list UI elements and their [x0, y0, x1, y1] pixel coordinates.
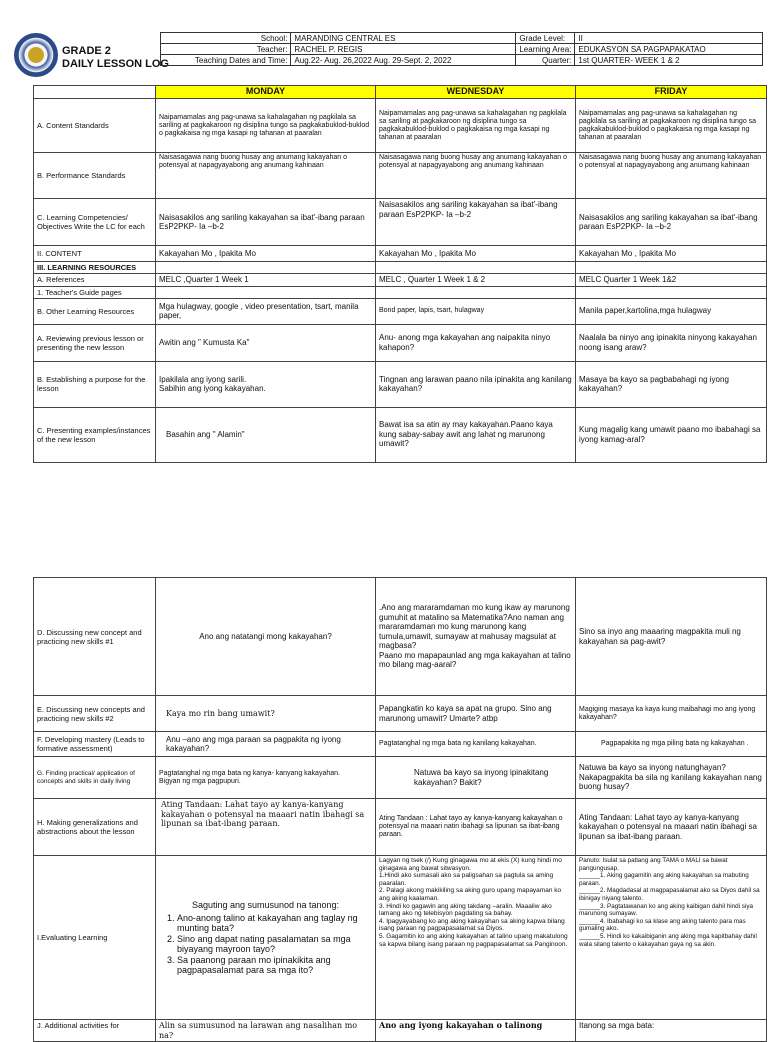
cell-friday: Naisasakilos ang sariling kakayahan sa ibat'-ibang paraan EsP2PKP- Ia –b-2	[576, 199, 767, 246]
row-label: B. Performance Standards	[34, 153, 156, 199]
cell-friday: Naipamamalas ang pag-unawa sa kahalagahan ng pagkilala sa sariling at pagkakaroon ng disiplina tungo sa pagkakabuklod-buklod o pagkakaisa ng mga kasapi ng tahanan at paaralan	[576, 99, 767, 153]
blank-header-cell	[34, 86, 156, 99]
cell-friday: Sino sa inyo ang maaaring magpakita muli ng kakayahan sa pag-awit?	[576, 578, 767, 696]
row-label: A. References	[34, 274, 156, 287]
day-header-monday: MONDAY	[156, 86, 376, 99]
quarter-label: Quarter:	[516, 55, 575, 66]
cell-friday: Magiging masaya ka kaya kung maibahagi mo ang iyong kakayahan?	[576, 696, 767, 732]
cell-wednesday: Bawat isa sa atin ay may kakayahan.Paano kaya kung sabay-sabay awit ang lahat ng marunong umawit?	[376, 407, 576, 462]
evaluation-questions	[177, 913, 372, 976]
cell-friday: Ating Tandaan: Lahat tayo ay kanya-kanyang kakayahan o potensyal na maaari natin ibahagi sa lipunan sa ibat-ibang paraan.	[576, 799, 767, 856]
cell-friday: MELC Quarter 1 Week 1&2	[576, 274, 767, 287]
row-label: II. CONTENT	[34, 246, 156, 262]
cell-wednesday: Naisasagawa nang buong husay ang anumang kakayahan o potensyal at napagyayabong ang anumang kahinaan	[376, 153, 576, 199]
table-row	[34, 199, 767, 246]
cell-wednesday: Kakayahan Mo , Ipakita Mo	[376, 246, 576, 262]
row-label: A. Content Standards	[34, 99, 156, 153]
table-row	[34, 324, 767, 361]
cell-monday: Ipakilala ang iyong sarili. Sabihin ang iyong kakayahan.	[156, 361, 376, 407]
cell-monday: Ano ang natatangi mong kakayahan?	[156, 578, 376, 696]
cell-monday: Pagtatanghal ng mga bata ng kanya- kanyang kakayahan. Bigyan ng mga pagpupuri.	[156, 757, 376, 799]
cell-monday	[156, 856, 376, 1020]
row-label: C. Presenting examples/instances of the new lesson	[34, 407, 156, 462]
row-label: H. Making generalizations and abstractions about the lesson	[34, 799, 156, 856]
lesson-log-table-bottom	[33, 577, 767, 1042]
cell-monday: MELC ,Quarter 1 Week 1	[156, 274, 376, 287]
cell-monday: Naisasakilos ang sariling kakayahan sa ibat'-ibang paraan EsP2PKP- Ia –b-2	[156, 199, 376, 246]
day-header-wednesday: WEDNESDAY	[376, 86, 576, 99]
table-row	[34, 732, 767, 757]
cell-wednesday: Ating Tandaan : Lahat tayo ay kanya-kanyang kakayahan o potensyal na maaari natin ibahagi sa lipunan sa ibat-ibang paraan.	[376, 799, 576, 856]
cell-friday: Pagpapakita ng mga piling bata ng kakayahan .	[576, 732, 767, 757]
cell-friday: Manila paper,kartolina,mga hulagway	[576, 298, 767, 324]
row-label: B. Other Learning Resources	[34, 298, 156, 324]
cell-friday: Natuwa ba kayo sa inyong natunghayan? Nakapagpakita ba sila ng kanilang kakayahan nang buong husay?	[576, 757, 767, 799]
table-row	[34, 757, 767, 799]
table-row	[34, 856, 767, 1020]
row-label: C. Learning Competencies/ Objectives Write the LC for each	[34, 199, 156, 246]
cell-monday: Awitin ang " Kumusta Ka"	[156, 324, 376, 361]
cell-wednesday: Papangkatin ko kaya sa apat na grupo. Sino ang marunong umawit? Umarte? atbp	[376, 696, 576, 732]
cell-monday: Basahin ang " Alamin"	[156, 407, 376, 462]
dates-value: Aug.22- Aug. 26,2022 Aug. 29-Sept. 2, 2022	[291, 55, 516, 66]
cell-friday: Kakayahan Mo , Ipakita Mo	[576, 246, 767, 262]
cell-wednesday: Lagyan ng tsek (/) Kung ginagawa mo at ekis (X) kung hindi mo ginagawa ang bawat sitwasyon. 1.Hindi ako sumasali ako sa paligsahan sa pagtula sa aming paaralan. 2. Palagi akong makikiling sa aking guro upang mapayaman ko ang aking kaalaman. 3. Hindi ko gagawin ang aking takdang –aralin. Maaaliw ako lamang ako ng telebisyon pagdating sa bahay. 4. Ipagyayabang ko ang aking kakayahan sa aking kapwa bilang isang paraan ng pagpapasalamat sa Diyos. 5. Gagamitin ko ang aking kakayahan at talino upang makatulong sa kapwa bilang isang paraan ng pagpapasalamat sa Panginoon.	[376, 856, 576, 1020]
evaluation-intro: Saguting ang sumusunod na tanong:	[191, 899, 340, 910]
teacher-label: Teacher:	[161, 44, 291, 55]
row-label: I.Evaluating Learning	[34, 856, 156, 1020]
cell-wednesday: Natuwa ba kayo sa inyong ipinakitang kakayahan? Bakit?	[376, 757, 576, 799]
cell-friday: Masaya ba kayo sa pagbabahagi ng iyong kakayahan?	[576, 361, 767, 407]
learning-area-value: EDUKASYON SA PAGPAPAKATAO	[575, 44, 763, 55]
grade-title: GRADE 2	[62, 45, 111, 57]
table-row	[34, 407, 767, 462]
row-label: E. Discussing new concepts and practicing new skills #2	[34, 696, 156, 732]
cell-monday: Mga hulagway, google , video presentation, tsart, manila paper,	[156, 298, 376, 324]
list-item: 1. Ano-anong talino at kakayahan ang taglay ng munting bata?	[177, 913, 372, 934]
header-info-table	[160, 32, 763, 66]
cell-friday: Panuto: Isulat sa patlang ang TAMA o MALI sa bawat pangungusap. ______1. Aking gagamitin ang aking kakayahan sa mabuting paraan. ______2. Magdadasal at magpapasalamat ako sa Diyos dahil sa ibinigay niyang talento. ______3. Pagtatawanan ko ang aking kaibigan dahil hindi siya marunong sumayaw. ______4. Ibabahagi ko sa klase ang aking talento para mas gumaling ako. ______5. Hindi ko kakaibiganin ang aking mga kapitbahay dahil wala silang talento o kakayahan gaya ng sa akin.	[576, 856, 767, 1020]
cell-wednesday: Naipamamalas ang pag-unawa sa kahalagahan ng pagkilala sa sariling at pagkakaroon ng disiplina tungo sa pagkakabuklod-buklod o pagkakaisa ng mga kasapi ng tahanan at paaralan	[376, 99, 576, 153]
cell-friday: Kung magalig kang umawit paano mo ibabahagi sa iyong kamag-aral?	[576, 407, 767, 462]
cell-monday: Kaya mo rin bang umawit?	[156, 696, 376, 732]
grade-level-value: II	[575, 33, 763, 44]
table-row	[34, 1020, 767, 1042]
school-label: School:	[161, 33, 291, 44]
table-row	[34, 262, 767, 274]
table-row	[34, 153, 767, 199]
row-label: J. Additional activities for	[34, 1020, 156, 1042]
lesson-log-table-top	[33, 85, 767, 463]
cell-wednesday: MELC , Quarter 1 Week 1 & 2	[376, 274, 576, 287]
table-row	[34, 799, 767, 856]
learning-area-label: Learning Area:	[516, 44, 575, 55]
cell-wednesday: .Ano ang mararamdaman mo kung ikaw ay marunong gumuhit at matalino sa Matematika?Ano naman ang mararamdaman mo kung marunong kang tumula,umawit, sumayaw at mahusay magsulat at magbasa? Paano mo mapapaunlad ang mga kakayahan at talino mo bilang mag-aaral?	[376, 578, 576, 696]
log-title: DAILY LESSON LOG	[62, 58, 169, 70]
quarter-value: 1st QUARTER- WEEK 1 & 2	[575, 55, 763, 66]
day-header-friday: FRIDAY	[576, 86, 767, 99]
cell-monday: Kakayahan Mo , Ipakita Mo	[156, 246, 376, 262]
cell-friday: Naalala ba ninyo ang ipinakita ninyong kakayahan noong isang araw?	[576, 324, 767, 361]
grade-level-label: Grade Level:	[516, 33, 575, 44]
table-row	[34, 696, 767, 732]
cell-wednesday: Pagtatanghal ng mga bata ng kanilang kakayahan.	[376, 732, 576, 757]
cell-monday: Anu –ano ang mga paraan sa pagpakita ng iyong kakayahan?	[156, 732, 376, 757]
table-row	[34, 99, 767, 153]
table-row	[34, 246, 767, 262]
table-row	[34, 361, 767, 407]
cell-friday: Naisasagawa nang buong husay ang anumang kakayahan o potensyal at napagyayabong ang anumang kahinaan	[576, 153, 767, 199]
cell-wednesday: Tingnan ang larawan paano nila ipinakita ang kanilang kakayahan?	[376, 361, 576, 407]
table-row	[34, 578, 767, 696]
list-item: 2. Sino ang dapat nating pasalamatan sa mga biyayang mayroon tayo?	[177, 934, 372, 955]
row-label: III. LEARNING RESOURCES	[34, 262, 156, 274]
deped-seal-icon	[14, 33, 58, 77]
row-label: A. Reviewing previous lesson or presenting the new lesson	[34, 324, 156, 361]
teacher-value: RACHEL P. REGIS	[291, 44, 516, 55]
dates-label: Teaching Dates and Time:	[161, 55, 291, 66]
school-value: MARANDING CENTRAL ES	[291, 33, 516, 44]
row-label: 1. Teacher's Guide pages	[34, 286, 156, 298]
cell-wednesday: Bond paper, lapis, tsart, hulagway	[376, 298, 576, 324]
table-row	[34, 286, 767, 298]
cell-wednesday: Naisasakilos ang sariling kakayahan sa ibat'-ibang paraan EsP2PKP- Ia –b-2	[376, 199, 576, 246]
cell-monday: Alin sa sumusunod na larawan ang nasalihan mo na?	[156, 1020, 376, 1042]
document-title	[62, 45, 169, 71]
cell-wednesday: Anu- anong mga kakayahan ang naipakita ninyo kahapon?	[376, 324, 576, 361]
list-item: 3. Sa paanong paraan mo ipinakikita ang pagpapasalamat para sa mga ito?	[177, 955, 372, 976]
cell-monday: Naisasagawa nang buong husay ang anumang kakayahan o potensyal at napagyayabong ang anumang kahinaan	[156, 153, 376, 199]
cell-friday: Itanong sa mga bata:	[576, 1020, 767, 1042]
row-label: G. Finding practical/ application of concepts and skills in daily living	[34, 757, 156, 799]
table-row	[34, 298, 767, 324]
table-row	[34, 274, 767, 287]
row-label: F. Developing mastery (Leads to formative assessment)	[34, 732, 156, 757]
cell-monday: Naipamamalas ang pag-unawa sa kahalagahan ng pagkilala sa sariling at pagkakaroon ng disiplina tungo sa pagkakabuklod-buklod o pagkakaisa ng mga kasapi ng tahanan at paaralan	[156, 99, 376, 153]
cell-monday: Ating Tandaan: Lahat tayo ay kanya-kanyang kakayahan o potensyal na maaari natin ibahagi sa lipunan sa ibat-ibang paraan.	[156, 799, 376, 856]
row-label: B. Establishing a purpose for the lesson	[34, 361, 156, 407]
cell-wednesday: Ano ang iyong kakayahan o talinong	[376, 1020, 576, 1042]
row-label: D. Discussing new concept and practicing new skills #1	[34, 578, 156, 696]
